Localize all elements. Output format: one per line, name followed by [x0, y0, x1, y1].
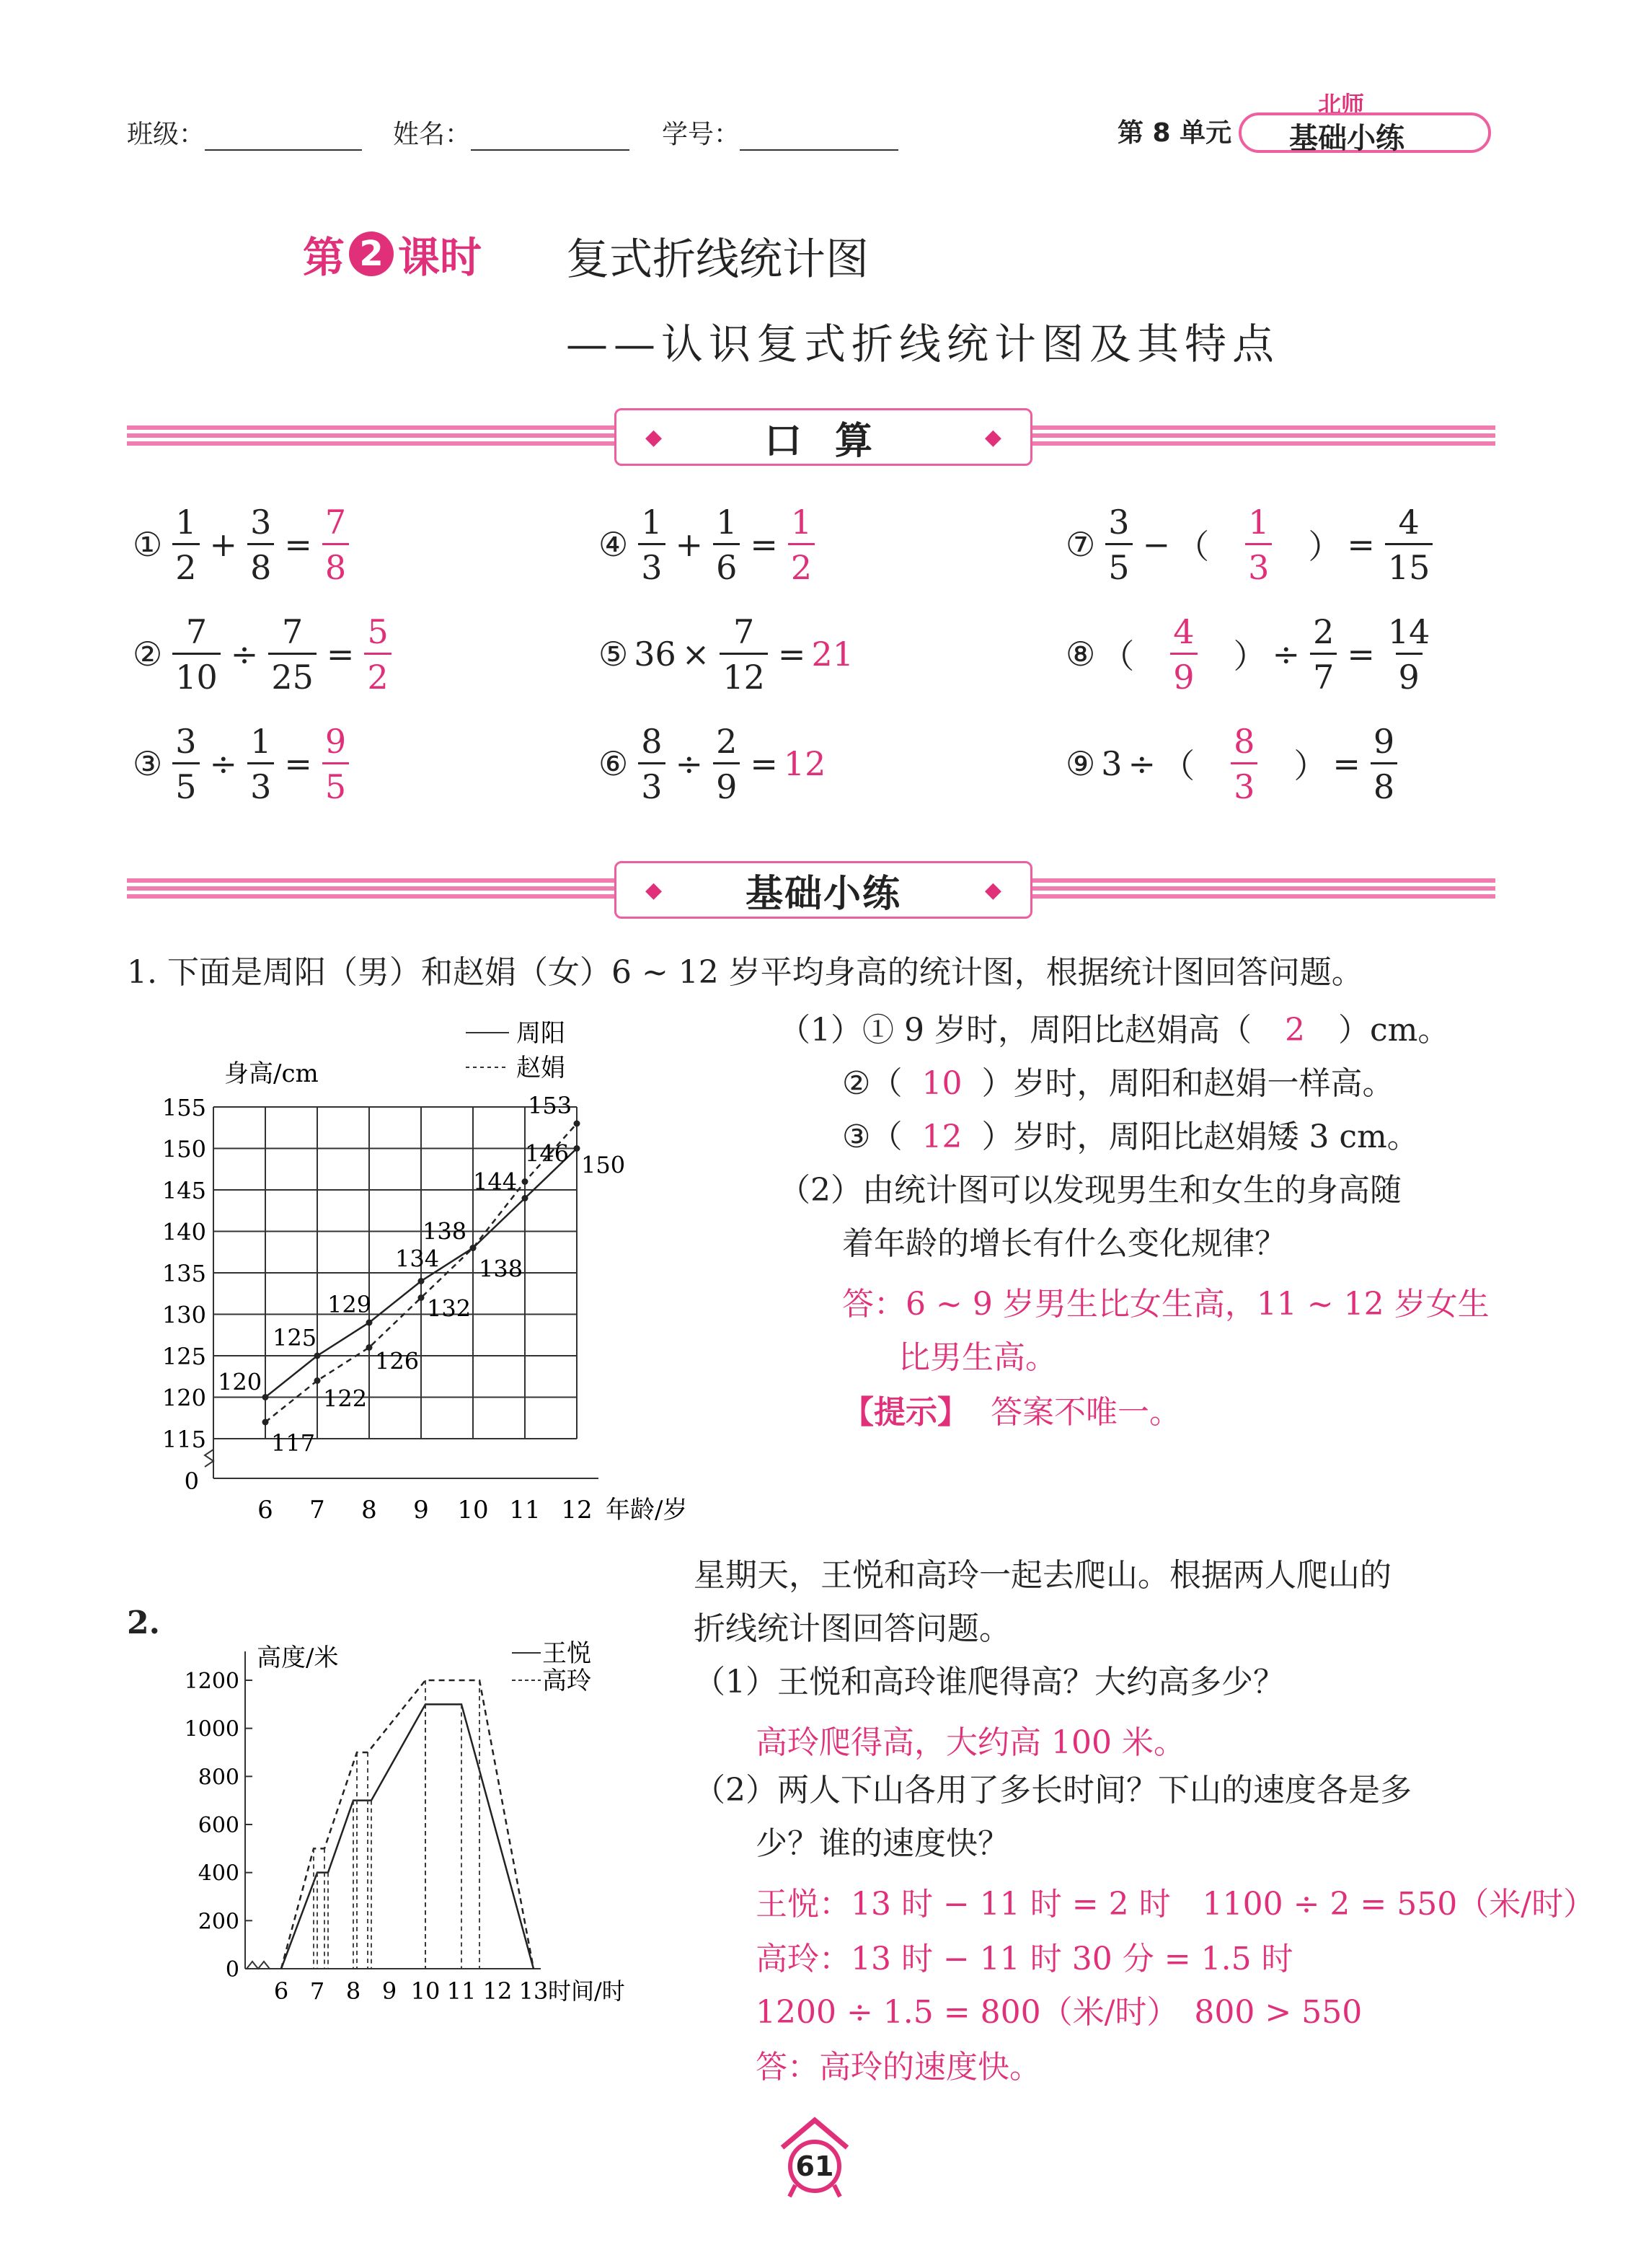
y-tick-label: 0 — [225, 1957, 239, 1982]
fraction: $\frac{8}{3}$ — [1231, 725, 1257, 803]
data-label: 117 — [271, 1429, 316, 1457]
y-tick-label: 400 — [198, 1861, 239, 1887]
data-point — [574, 1121, 580, 1127]
data-point — [418, 1278, 425, 1284]
q2-answer2-line2: 高玲：13 时 − 11 时 30 分 = 1.5 时 — [756, 1941, 1293, 1977]
class-label: 班级： — [127, 114, 362, 151]
y-tick-label: 140 — [162, 1218, 206, 1246]
data-point — [366, 1344, 373, 1351]
legend-label: 高玲 — [542, 1667, 591, 1695]
q1-stem: 1. 下面是周阳（男）和赵娟（女）6 ~ 12 岁平均身高的统计图，根据统计图回答问题。 — [127, 954, 1363, 991]
y-tick-label: 135 — [162, 1260, 206, 1287]
y-tick-label: 800 — [198, 1765, 239, 1791]
data-label: 146 — [525, 1139, 570, 1168]
series-line-高玲 — [281, 1680, 534, 1969]
fraction: $\frac{1}{6}$ — [713, 506, 740, 584]
y-tick-label: 155 — [162, 1094, 206, 1121]
data-label: 132 — [427, 1294, 472, 1323]
legend-label: 周阳 — [516, 1019, 565, 1048]
diamond-icon: ◆ — [645, 877, 663, 903]
x-tick-label: 7 — [309, 1977, 325, 2005]
fraction: $\frac{3}{5}$ — [172, 725, 199, 803]
height-line-chart — [127, 1002, 725, 1536]
page-number: 61 — [795, 2150, 834, 2182]
fraction: $\frac{9}{5}$ — [322, 725, 349, 803]
fraction: $\frac{7}{12}$ — [720, 615, 768, 694]
data-label: 138 — [479, 1255, 523, 1283]
basic-section-title: 基础小练 — [745, 872, 901, 916]
fraction: $\frac{7}{10}$ — [172, 615, 221, 694]
data-label: 122 — [323, 1385, 368, 1413]
fraction: $\frac{4}{9}$ — [1170, 615, 1197, 694]
diamond-icon: ◆ — [984, 424, 1001, 450]
q2-part1: （1）王悦和高玲谁爬得高？大约高多少？ — [694, 1664, 1285, 1700]
data-label: 138 — [423, 1217, 467, 1245]
x-axis-label: 时间/时 — [548, 1977, 625, 2005]
x-tick-label: 10 — [410, 1977, 441, 2005]
oral-item: ⑥ $\frac{8}{3}$ ÷ $\frac{2}{9}$ = 12 — [598, 721, 826, 806]
q2-intro-line1: 星期天，王悦和高玲一起去爬山。根据两人爬山的 — [694, 1557, 1392, 1594]
oral-item: ⑧ （ $\frac{4}{9}$ ） ÷ $\frac{2}{7}$ = $\frac{14}{9}$ — [1060, 614, 1437, 694]
page-number-badge — [775, 2113, 854, 2199]
name-label: 姓名： — [393, 114, 629, 151]
q1-part1b: ②（ 10 ）岁时，周阳和赵娟一样高。 — [842, 1065, 1394, 1102]
q2-intro-line2: 折线统计图回答问题。 — [694, 1610, 1011, 1647]
q2-answer2-line4: 答：高玲的速度快。 — [756, 2049, 1041, 2086]
x-tick-label: 12 — [561, 1496, 593, 1524]
oral-item: ④ $\frac{1}{3}$ + $\frac{1}{6}$ = $\frac{1}{2}$ — [593, 505, 819, 584]
x-tick-label: 9 — [413, 1496, 429, 1524]
x-tick-label: 6 — [273, 1977, 289, 2005]
data-label: 125 — [273, 1324, 317, 1351]
y-tick-label: 145 — [162, 1177, 206, 1204]
student-number-label: 学号： — [662, 114, 898, 151]
fraction: $\frac{4}{15}$ — [1385, 506, 1433, 584]
series-line-王悦 — [281, 1704, 534, 1969]
fraction: $\frac{5}{2}$ — [364, 615, 391, 694]
x-tick-label: 6 — [257, 1496, 273, 1524]
q1-part2-line1: （2）由统计图可以发现男生和女生的身高随 — [779, 1172, 1402, 1209]
y-tick-label: 1200 — [184, 1669, 239, 1694]
x-tick-label: 8 — [345, 1977, 361, 2005]
fraction: $\frac{7}{25}$ — [268, 615, 317, 694]
fraction: $\frac{9}{8}$ — [1371, 725, 1397, 803]
fraction: $\frac{3}{8}$ — [247, 506, 274, 584]
y-tick-label: 600 — [198, 1813, 239, 1838]
x-tick-label: 9 — [381, 1977, 397, 2005]
q1-part1c: ③（ 12 ）岁时，周阳比赵娟矮 3 cm。 — [842, 1118, 1419, 1155]
y-tick-label: 125 — [162, 1343, 206, 1370]
oral-item: ⑨ 3 ÷ （ $\frac{8}{3}$ ） = $\frac{9}{8}$ — [1060, 724, 1402, 803]
unit-label: 第 8 单元 — [1118, 118, 1232, 148]
fraction: $\frac{2}{7}$ — [1310, 615, 1337, 694]
basic-section-banner — [614, 861, 1032, 919]
q2-answer1: 高玲爬得高，大约高 100 米。 — [756, 1724, 1185, 1761]
q2-answer2-line1: 王悦：13 时 − 11 时 = 2 时 1100 ÷ 2 = 550（米/时） — [756, 1886, 1596, 1923]
q1-part1a: （1）① 9 岁时，周阳比赵娟高（ 2 ）cm。 — [779, 1012, 1450, 1049]
fraction: $\frac{14}{9}$ — [1387, 612, 1430, 697]
data-label: 150 — [581, 1151, 626, 1179]
fraction: $\frac{1}{3}$ — [638, 506, 665, 584]
fraction: $\frac{1}{2}$ — [788, 506, 815, 584]
y-tick-label: 150 — [162, 1135, 206, 1163]
q1-hint: 【提示】 答案不唯一。 — [842, 1394, 1181, 1431]
data-label: 126 — [375, 1347, 420, 1375]
data-point — [470, 1245, 477, 1251]
y-tick-label: 130 — [162, 1301, 206, 1329]
axis-break-icon — [247, 1962, 270, 1969]
y-tick-label: 120 — [162, 1384, 206, 1412]
y-tick-label: 1000 — [184, 1716, 239, 1742]
oral-section-title: 口 算 — [764, 419, 883, 463]
lesson-badge: 第 2 课时 — [303, 233, 482, 282]
y-tick-label: 115 — [162, 1426, 206, 1453]
data-point — [574, 1145, 580, 1152]
x-tick-label: 11 — [446, 1977, 477, 2005]
x-tick-label: 8 — [361, 1496, 377, 1524]
legend-label: 王悦 — [542, 1639, 591, 1668]
data-point — [522, 1178, 528, 1185]
y-axis-label: 高度/米 — [257, 1643, 339, 1672]
x-tick-label: 10 — [457, 1496, 489, 1524]
fraction: $\frac{1}{3}$ — [1245, 506, 1272, 584]
data-label: 144 — [473, 1168, 518, 1196]
q2-number: 2. — [127, 1605, 160, 1641]
q1-answer-line2: 比男生高。 — [898, 1339, 1057, 1376]
diamond-icon: ◆ — [645, 424, 663, 450]
fraction: $\frac{1}{3}$ — [247, 725, 274, 803]
oral-item: ③ $\frac{3}{5}$ ÷ $\frac{1}{3}$ = $\frac{9}{5}$ — [127, 724, 353, 803]
oral-item: ① $\frac{1}{2}$ + $\frac{3}{8}$ = $\frac{7}{8}$ — [127, 505, 353, 584]
x-tick-label: 7 — [309, 1496, 325, 1524]
oral-item: ② $\frac{7}{10}$ ÷ $\frac{7}{25}$ = $\frac{5}{2}$ — [127, 614, 396, 694]
lesson-subtitle: ——认识复式折线统计图及其特点 — [566, 319, 1280, 369]
data-point — [262, 1394, 269, 1400]
fraction: $\frac{1}{2}$ — [172, 506, 199, 584]
data-point — [314, 1377, 321, 1384]
data-point — [418, 1294, 425, 1301]
x-axis-label: 年龄/岁 — [606, 1496, 688, 1524]
y-axis-label: 身高/cm — [224, 1059, 319, 1088]
legend-label: 赵娟 — [516, 1054, 565, 1082]
diamond-icon: ◆ — [984, 877, 1001, 903]
data-label: 129 — [327, 1291, 372, 1318]
q2-part2-line2: 少？谁的速度快？ — [756, 1825, 1009, 1862]
fraction: $\frac{7}{8}$ — [322, 506, 349, 584]
data-point — [314, 1353, 321, 1359]
data-point — [522, 1195, 528, 1201]
y-break-label: 0 — [184, 1468, 199, 1495]
lesson-number: 2 — [349, 231, 394, 276]
oral-item: ⑦ $\frac{3}{5}$ − （ $\frac{1}{3}$ ） = $\frac{4}{15}$ — [1060, 505, 1437, 584]
data-label: 134 — [395, 1245, 440, 1273]
x-tick-label: 13 — [518, 1977, 549, 2005]
x-tick-label: 11 — [509, 1496, 541, 1524]
brand-logo: 北师 基础小练 — [1239, 87, 1498, 159]
data-label: 120 — [218, 1368, 262, 1396]
mountain-climb-chart — [166, 1637, 685, 2026]
y-tick-label: 200 — [198, 1909, 239, 1935]
oral-item: ⑤ 36 × $\frac{7}{12}$ = 21 — [598, 612, 854, 697]
data-point — [366, 1320, 373, 1326]
x-tick-label: 12 — [482, 1977, 513, 2005]
lesson-title: 复式折线统计图 — [566, 234, 869, 285]
q1-answer-line1: 答：6 ~ 9 岁男生比女生高，11 ~ 12 岁女生 — [842, 1286, 1490, 1323]
q1-part2-line2: 着年龄的增长有什么变化规律？ — [842, 1225, 1286, 1262]
data-label: 153 — [528, 1092, 572, 1119]
fraction: $\frac{8}{3}$ — [638, 725, 665, 803]
q2-part2-line1: （2）两人下山各用了多长时间？下山的速度各是多 — [694, 1772, 1412, 1809]
fraction: $\frac{3}{5}$ — [1105, 506, 1132, 584]
fraction: $\frac{2}{9}$ — [713, 725, 740, 803]
data-point — [262, 1419, 269, 1426]
q2-answer2-line3: 1200 ÷ 1.5 = 800（米/时） 800 > 550 — [756, 1994, 1363, 2031]
oral-section-banner — [614, 408, 1032, 466]
